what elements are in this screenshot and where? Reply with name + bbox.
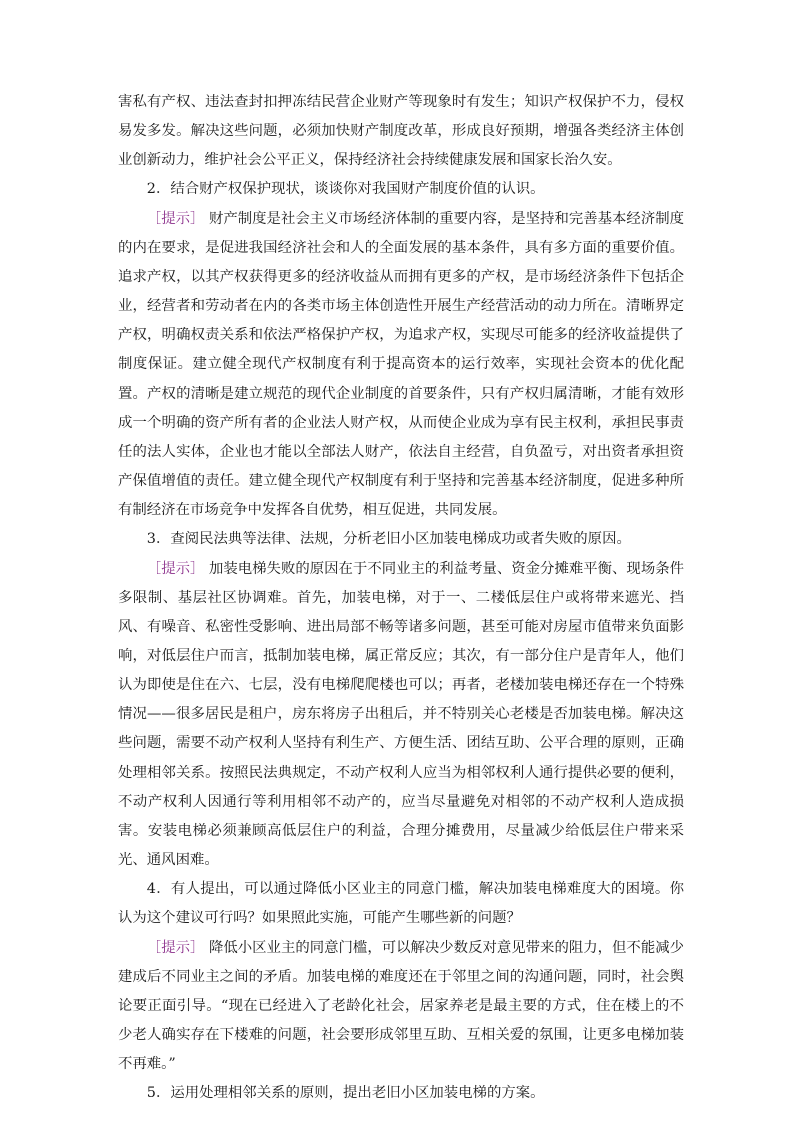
answer-text: 财产制度是社会主义市场经济体制的重要内容，是坚持和完善基本经济制度的内在要求，是促进我国经济社会和人的全面发展的基本条件，具有多方面的重要价值。追求产权，以其产权获得更多的经济收益从而拥有更多的产权，是市场经济条件下包括企业，经营者和劳动者在内的各类市场主体创造性开展生产经营活动的动力所在。清晰界定产权，明确权责关系和依法严格保护产权，为追求产权，实现尽可能多的经济收益提供了制度保证。建立健全现代产权制度有利于提高资本的运行效率，实现社会资本的优化配置。产权的清晰是建立规范的现代企业制度的首要条件，只有产权归属清晰，才能有效形成一个明确的资产所有者的企业法人财产权，从而使企业成为享有民主权利，承担民事责任的法人实体，企业也才能以全部法人财产，依法自主经营，自负盈亏，对出资者承担资产保值增值的责任。建立健全现代产权制度有利于坚持和完善基本经济制度，促进多种所有制经济在市场竞争中发挥各自优势，相互促进，共同发展。 bbox=[118, 210, 684, 519]
answer-2 bbox=[118, 205, 684, 526]
document-page bbox=[118, 88, 684, 1108]
question-5: 5．运用处理相邻关系的原则，提出老旧小区加装电梯的方案。 bbox=[146, 1085, 545, 1102]
answer-3 bbox=[118, 555, 684, 876]
paragraph-continuation: 害私有产权、违法查封扣押冻结民营企业财产等现象时有发生；知识产权保护不力，侵权易发多发。解决这些问题，必须加快财产制度改革，形成良好预期，增强各类经济主体创业创新动力，维护社会公平正义，保持经济社会持续健康发展和国家长治久安。 bbox=[118, 94, 684, 169]
answer-text: 降低小区业主的同意门槛，可以解决少数反对意见带来的阻力，但不能减少建成后不同业主之间的矛盾。加装电梯的难度还在于邻里之间的沟通问题，同时，社会舆论要正面引导。“现在已经进入了老龄化社会，居家养老是最主要的方式，住在楼上的不少老人确实存在下楼难的问题，社会要形成邻里互助、互相关爱的氛围，让更多电梯加装不再难。” bbox=[118, 939, 684, 1073]
hint-label: ［提示］ bbox=[146, 210, 205, 227]
hint-label: ［提示］ bbox=[146, 560, 205, 577]
answer-4 bbox=[118, 934, 684, 1080]
question-2: 2．结合财产权保护现状，谈谈你对我国财产制度价值的认识。 bbox=[146, 181, 545, 198]
question-4: 4．有人提出，可以通过降低小区业主的同意门槛，解决加装电梯难度大的困境。你认为这个建议可行吗？如果照此实施，可能产生哪些新的问题？ bbox=[118, 881, 684, 927]
answer-text: 加装电梯失败的原因在于不同业主的利益考量、资金分摊难平衡、现场条件多限制、基层社区协调难。首先，加装电梯，对于一、二楼低层住户或将带来遮光、挡风、有噪音、私密性受影响、进出局部不畅等诸多问题，甚至可能对房屋市值带来负面影响，对低层住户而言，抵制加装电梯，属正常反应；其次，有一部分住户是青年人，他们认为即使是住在六、七层，没有电梯爬爬楼也可以；再者，老楼加装电梯还存在一个特殊情况——很多居民是租户，房东将房子出租后，并不特别关心老楼是否加装电梯。解决这些问题，需要不动产权利人坚持有利生产、方便生活、团结互助、公平合理的原则，正确处理相邻关系。按照民法典规定，不动产权利人应当为相邻权利人通行提供必要的便利，不动产权利人因通行等利用相邻不动产的，应当尽量避免对相邻的不动产权利人造成损害。安装电梯必须兼顾高低层住户的利益，合理分摊费用，尽量减少给低层住户带来采光、通风困难。 bbox=[118, 560, 684, 869]
question-3: 3．查阅民法典等法律、法规，分析老旧小区加装电梯成功或者失败的原因。 bbox=[146, 531, 631, 548]
hint-label: ［提示］ bbox=[146, 939, 205, 956]
